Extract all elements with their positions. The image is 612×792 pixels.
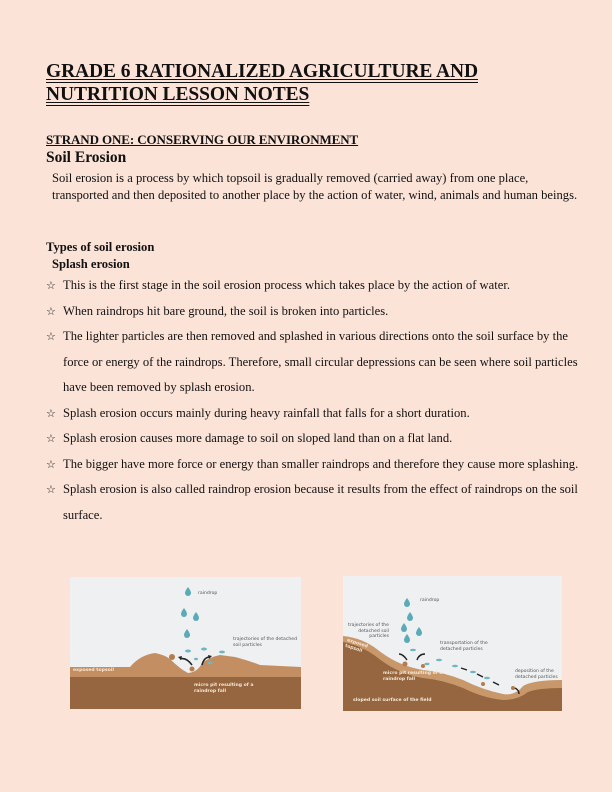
subheading-types: Types of soil erosion [46, 240, 155, 254]
bullet-text: When raindrops hit bare ground, the soil is broken into particles. [63, 303, 389, 318]
label-raindrop: raindrop [198, 591, 218, 596]
label-micro-pit: micro pit resulting of a raindrop fall [194, 683, 254, 694]
star-outline-icon: ☆ [46, 406, 56, 420]
bullet-item [46, 401, 586, 427]
section-heading: Soil Erosion [46, 149, 127, 166]
star-outline-icon: ☆ [46, 330, 56, 343]
splash-erosion-flat-diagram [70, 577, 301, 709]
bullet-item [46, 477, 586, 528]
splash-erosion-slope-diagram [343, 576, 562, 711]
bullet-item [46, 299, 586, 325]
label-exposed-topsoil: exposed topsoil [344, 638, 369, 654]
bullet-text: The bigger have more force or energy than smaller raindrops and therefore they cause more splashing. [63, 456, 579, 471]
label-micro-pit: micro pit resulting of a raindrop fall [383, 671, 443, 682]
star-outline-icon: ☆ [46, 279, 56, 292]
bullet-item [46, 273, 586, 299]
bullet-item [46, 324, 586, 401]
bullet-item [46, 426, 586, 452]
bullet-text: Splash erosion causes more damage to soil on sloped land than on a flat land. [63, 431, 453, 445]
star-outline-icon: ☆ [46, 457, 56, 471]
bullet-item [46, 452, 586, 478]
bullet-list [46, 273, 586, 528]
label-deposition: deposition of the detached particles [515, 669, 558, 680]
label-transportation: transportation of the detached particles [440, 641, 488, 652]
label-trajectories: trajectories of the detached soil particles [347, 623, 389, 639]
star-outline-icon: ☆ [46, 432, 56, 445]
bullet-text: Splash erosion occurs mainly during heavy rainfall that falls for a short duration. [63, 405, 470, 420]
star-outline-icon: ☆ [46, 304, 56, 318]
subheading-splash-erosion: Splash erosion [52, 257, 130, 271]
star-outline-icon: ☆ [46, 483, 56, 496]
bullet-text: The lighter particles are then removed and splashed in various directions onto the soil surface by the force or energy of the raindrops. Therefore, small circular depressions can be seen where soil particles have been removed by splash erosion. [63, 329, 578, 394]
label-exposed-topsoil: exposed topsoil [73, 668, 114, 673]
page-title: GRADE 6 RATIONALIZED AGRICULTURE AND NUTRITION LESSON NOTES [46, 61, 478, 105]
label-sloped-surface: sloped soil surface of the field [353, 698, 432, 703]
definition-paragraph: Soil erosion is a process by which topsoil is gradually removed (carried away) from one place, transported and then deposited to another place by the action of water, wind, animals and human beings. [52, 171, 578, 202]
strand-heading: STRAND ONE: CONSERVING OUR ENVIRONMENT [46, 132, 359, 147]
label-raindrop: raindrop [420, 598, 440, 603]
bullet-text: This is the first stage in the soil erosion process which takes place by the action of water. [63, 278, 510, 292]
bullet-text: Splash erosion is also called raindrop erosion because it results from the effect of raindrops on the soil surface. [63, 482, 578, 522]
label-trajectories: trajectories of the detached soil particles [233, 637, 298, 648]
